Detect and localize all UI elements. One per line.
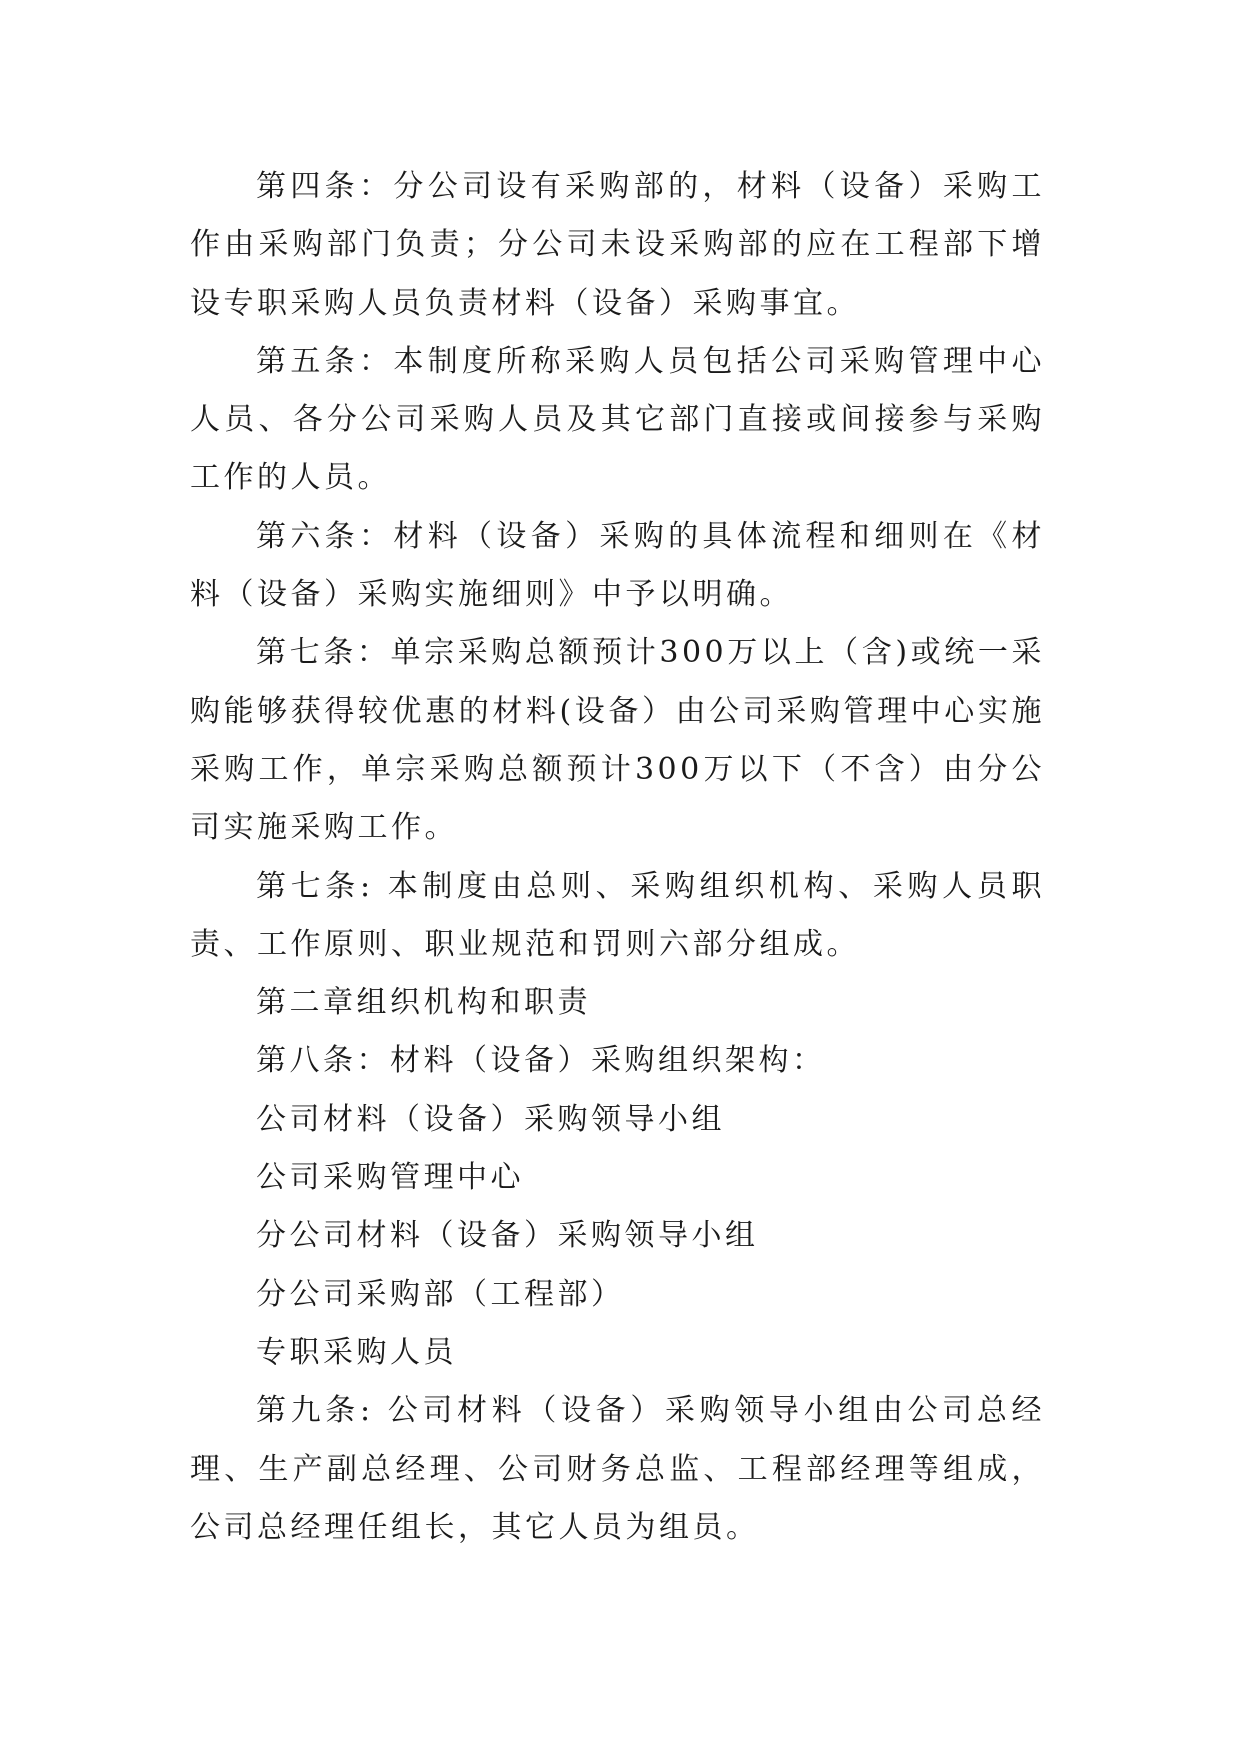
chapter-2-heading: 第二章组织机构和职责 bbox=[256, 985, 591, 1021]
article-8-paragraph: 第八条：材料（设备）采购组织架构： bbox=[256, 1043, 826, 1079]
article-4-paragraph: 第四条：分公司设有采购部的，材料（设备）采购工作由采购部门负责；分公司未设采购部的应在工程部下增设专职采购人员负责材料（设备）采购事宜。 bbox=[190, 169, 1045, 321]
article-9-paragraph: 第九条: 公司材料（设备）采购领导小组由公司总经理、生产副总经理、公司财务总监、工程部经理等组成，公司总经理任组长，其它人员为组员。 bbox=[190, 1393, 1045, 1545]
org-item-branch-procurement-dept: 分公司采购部（工程部） bbox=[256, 1276, 625, 1312]
org-item-procurement-center: 公司采购管理中心 bbox=[256, 1160, 524, 1196]
org-item-branch-leading-group: 分公司材料（设备）采购领导小组 bbox=[256, 1218, 759, 1254]
article-7-paragraph: 第七条：单宗采购总额预计300万以上（含)或统一采购能够获得较优惠的材料(设备）由公司采购管理中心实施采购工作，单宗采购总额预计300万以下（不含）由分公司实施采购工作。 bbox=[190, 635, 1045, 846]
org-item-dedicated-buyers: 专职采购人员 bbox=[256, 1334, 457, 1370]
article-6-paragraph: 第六条：材料（设备）采购的具体流程和细则在《材料（设备）采购实施细则》中予以明确。 bbox=[190, 518, 1045, 613]
article-7b-paragraph: 第七条: 本制度由总则、采购组织机构、采购人员职责、工作原则、职业规范和罚则六部分组成。 bbox=[190, 868, 1045, 962]
org-item-company-leading-group: 公司材料（设备）采购领导小组 bbox=[256, 1101, 725, 1137]
document-page bbox=[190, 158, 1045, 1557]
article-5-paragraph: 第五条：本制度所称采购人员包括公司采购管理中心人员、各分公司采购人员及其它部门直接或间接参与采购工作的人员。 bbox=[190, 343, 1045, 496]
